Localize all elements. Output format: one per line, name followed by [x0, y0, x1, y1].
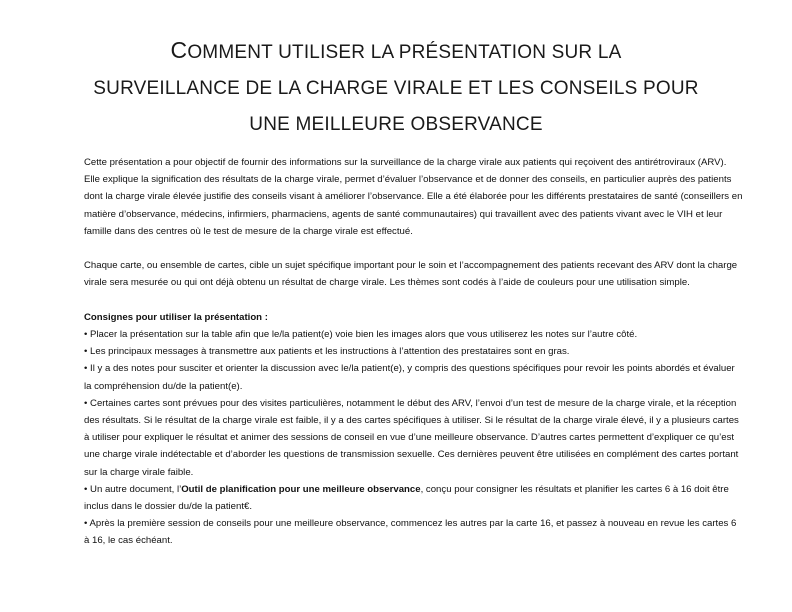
document-title — [40, 32, 752, 143]
instruction-bullet-3: • Il y a des notes pour susciter et orienter la discussion avec le/la patient(e), y compris des questions spécifiques pour revoir les points abordés et évaluer la compréhension du/de la patient(e). — [84, 363, 735, 392]
bullet-5-lead-text: • Un autre document, l’ — [84, 483, 182, 495]
planning-tool-name: Outil de planification pour une meilleure observance — [181, 483, 421, 495]
title-line-3: UNE MEILLEURE OBSERVANCE — [249, 114, 543, 135]
instruction-bullet-1: • Placer la présentation sur la table afin que le/la patient(e) voie bien les images alors que vous utiliserez les notes sur l’autre côté. — [84, 329, 638, 340]
bullet-5-trailing-text: , conçu pour consigner les résultats et planifier les cartes 6 à 16 doit être inclus dans le dossier du/de la patient€. — [84, 483, 729, 513]
instructions-section — [84, 309, 744, 550]
title-initial-capital: C — [170, 37, 188, 63]
instruction-bullet-6: • Après la première session de conseils pour une meilleure observance, commencez les autres par la carte 16, et passez à nouveau en revue les cartes 6 à 16, le cas échéant. — [84, 518, 737, 547]
instruction-bullet-4: • Certaines cartes sont prévues pour des visites particulières, notamment le début des ARV, l’envoi d’un test de mesure de la charge virale, et la réception des résultats. Si le résultat de la charge virale est faible, il y a des cartes spécifiques à utiliser. Si le résultat de la charge virale élevé, il y a plusieurs cartes à utiliser pour expliquer le résultat et animer des sessions de conseil en vue d’une meilleure observance. D’autres cartes permettent d’expliquer ce qu’est une charge virale indétectable et d’aborder les questions de transmission sexuelle. Ces dernières peuvent être utilisées en complément des cartes portant sur la charge virale faible. — [84, 397, 739, 478]
title-line-2: SURVEILLANCE DE LA CHARGE VIRALE ET LES CONSEILS POUR — [93, 78, 699, 99]
instruction-bullet-5 — [84, 481, 744, 515]
instructions-heading: Consignes pour utiliser la présentation : — [84, 311, 268, 323]
instruction-bullet-2: • Les principaux messages à transmettre aux patients et les instructions à l’attention des prestataires sont en gras. — [84, 346, 570, 358]
intro-paragraph: Cette présentation a pour objectif de fournir des informations sur la surveillance de la charge virale aux patients qui reçoivent des antirétroviraux (ARV). Elle explique la signification des résultats de la charge virale, permet d’évaluer l’observance et de donner des conseils, en particulier auprès des patients dont la charge virale élevée justifie des conseils visant à améliorer l’observance. Elle a été élaborée pour les différents prestataires de santé (conseillers en matière d’observance, médecins, infirmiers, pharmaciens, agents de santé communautaires) qui travaillent avec des patients vivant avec le VIH et leur famille dans des centres où le test de mesure de la charge virale est effectué. — [84, 157, 743, 237]
document-body — [84, 154, 744, 550]
cards-paragraph: Chaque carte, ou ensemble de cartes, cible un sujet spécifique important pour le soin et l’accompagnement des patients recevant des ARV dont la charge virale sera mesurée ou qui ont déjà obtenu un résultat de charge virale. Les thèmes sont codés à l’aide de couleurs pour une utilisation simple. — [84, 260, 738, 289]
title-line-1 — [40, 32, 752, 71]
title-line-1-rest: OMMENT UTILISER LA PRÉSENTATION SUR LA — [187, 42, 622, 63]
